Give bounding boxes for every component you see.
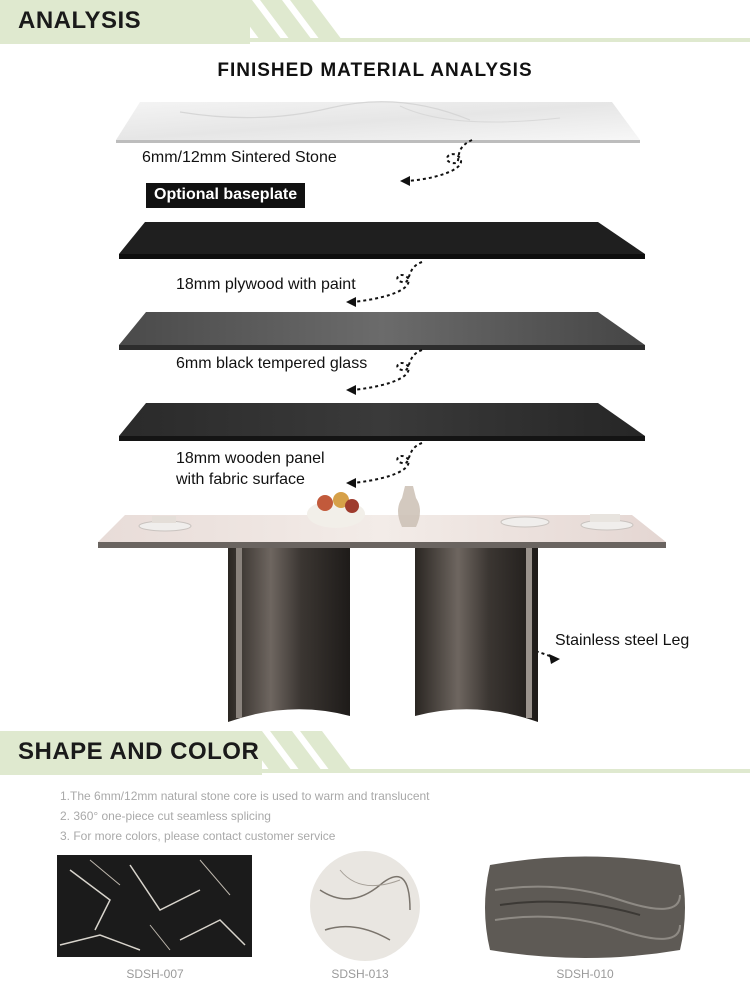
label-stone: 6mm/12mm Sintered Stone	[142, 149, 337, 166]
optional-baseplate-badge: Optional baseplate	[146, 183, 305, 208]
swatch-shapes	[0, 850, 750, 965]
page-title: FINISHED MATERIAL ANALYSIS	[217, 60, 533, 81]
label-panel-line1: 18mm wooden panel	[176, 450, 325, 467]
glass-slab	[119, 312, 645, 350]
swatch-code-013: SDSH-013	[331, 967, 389, 981]
label-panel-line2: with fabric surface	[176, 471, 305, 488]
label-leg: Stainless steel Leg	[555, 632, 690, 649]
note-item: 1.The 6mm/12mm natural stone core is used to warm and translucent	[60, 789, 430, 803]
note-item: 3. For more colors, please contact customer service	[60, 829, 336, 843]
table-illustration	[98, 486, 666, 722]
label-plywood: 18mm plywood with paint	[176, 276, 356, 293]
stone-slab	[116, 102, 640, 143]
banner-stripes	[240, 731, 390, 771]
label-panel	[176, 448, 325, 490]
swatch-rectangle	[57, 855, 252, 957]
plywood-slab	[119, 222, 645, 259]
banner-title: ANALYSIS	[18, 7, 142, 34]
label-glass: 6mm black tempered glass	[176, 355, 368, 372]
swatch-oval	[485, 857, 685, 959]
shape-banner	[0, 731, 750, 775]
notes-list	[60, 786, 430, 846]
swatch-code-007: SDSH-007	[126, 967, 184, 981]
swatch-circle	[310, 851, 420, 961]
fabric-slab	[119, 403, 645, 441]
banner-title: SHAPE AND COLOR	[18, 738, 260, 765]
swatch-code-010: SDSH-010	[556, 967, 614, 981]
note-item: 2. 360° one-piece cut seamless splicing	[60, 809, 271, 823]
